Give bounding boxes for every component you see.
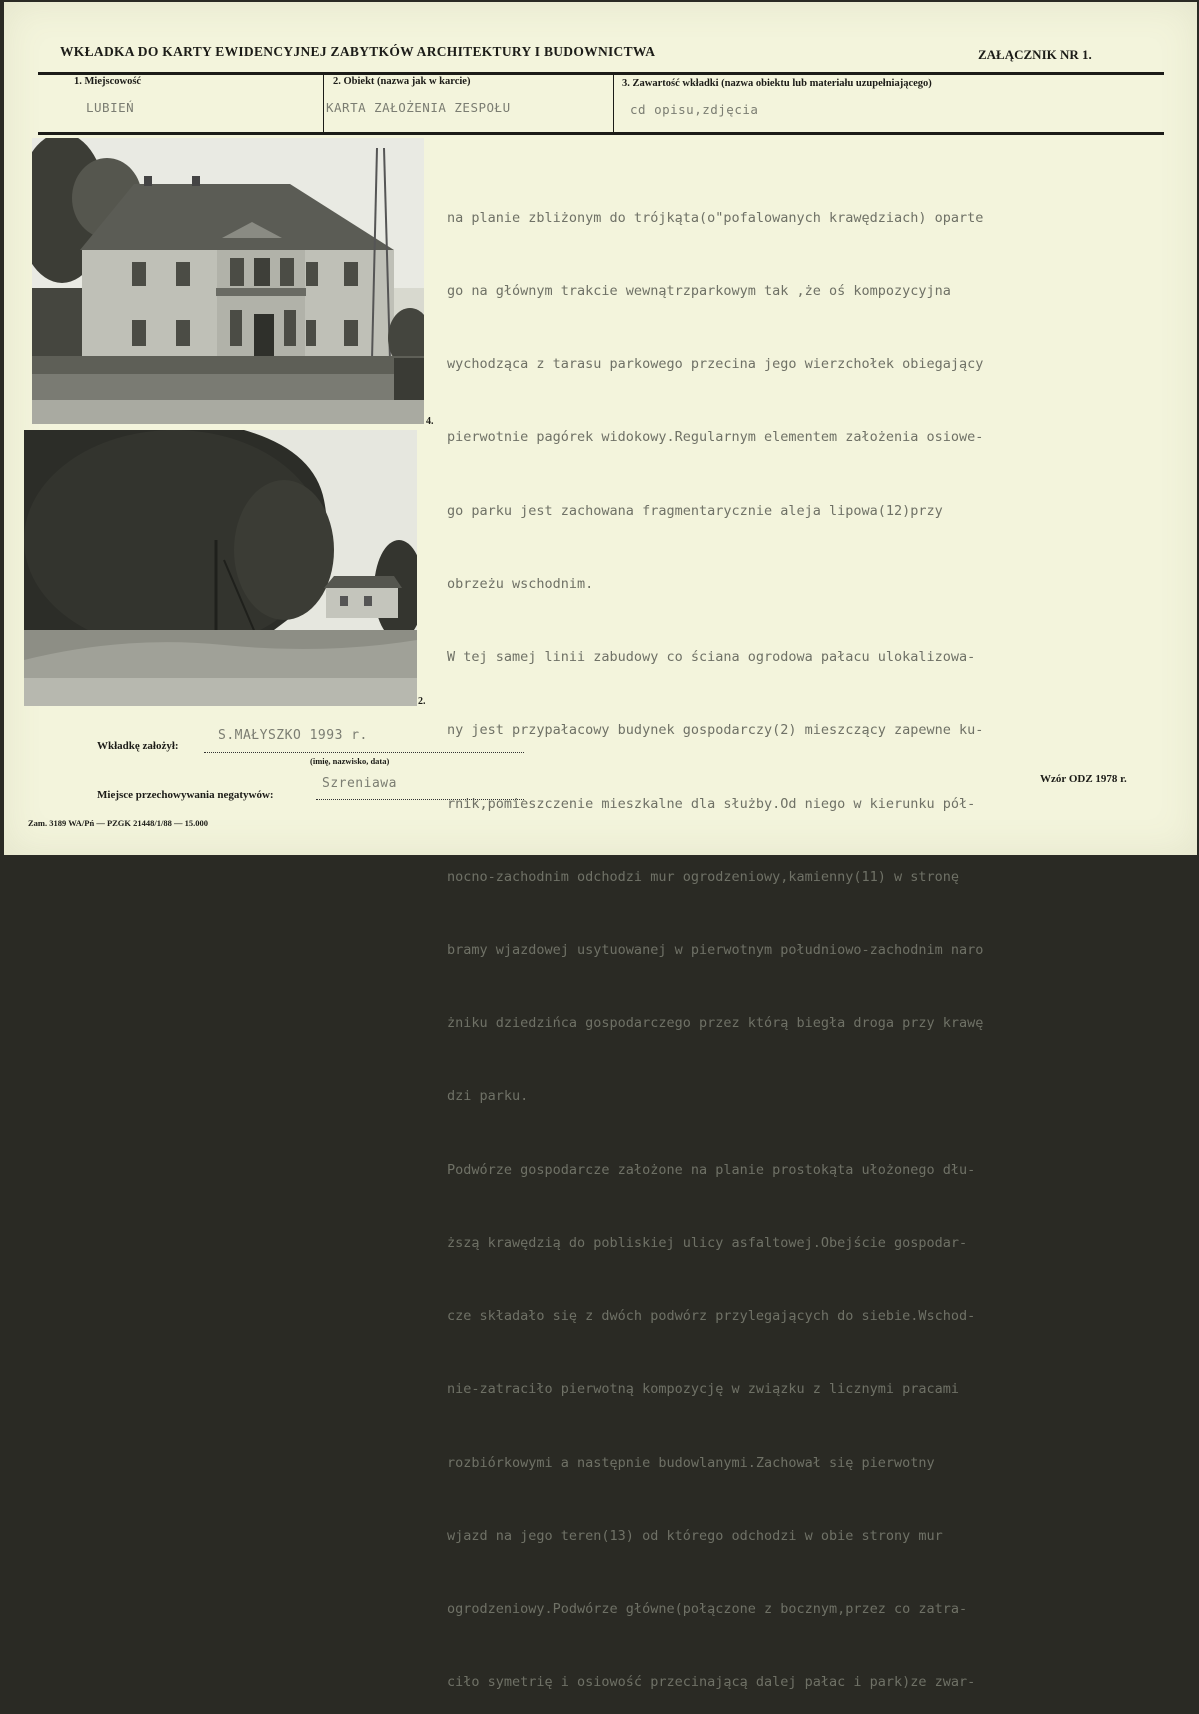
object-label: 2. Obiekt (nazwa jak w karcie) [333,76,471,87]
content-value: cd opisu,zdjęcia [630,102,759,117]
record-sheet [4,2,1197,1691]
founded-by-hint: (imię, nazwisko, data) [310,756,390,766]
negatives-storage-value: Szreniawa [322,776,397,791]
form-template-note: Wzór ODZ 1978 r. [1040,773,1127,785]
text-line: nie-zatraciło pierwotną kompozycję w związku z licznymi pracami [447,1381,960,1398]
text-line: dzi parku. [447,1088,529,1105]
founded-by-label: Wkładkę założył: [97,740,179,752]
text-line: rnik,pomieszczenie mieszkalne dla służby.Od niego w kierunku pół- [447,795,976,812]
annex-number: ZAŁĄCZNIK NR 1. [978,47,1092,62]
text-line: go parku jest zachowana fragmentarycznie aleja lipowa(12)przy [447,502,943,519]
founded-by-line [204,752,524,753]
text-line: ogrodzeniowy.Podwórze główne(połączone z bocznym,przez co zatra- [447,1600,968,1617]
text-line: obrzeżu wschodnim. [447,575,594,592]
object-value: KARTA ZAŁOŻENIA ZESPOŁU [326,100,511,115]
text-line: wjazd na jego teren(13) od którego odchodzi w obie strony mur [447,1527,943,1544]
park-outbuilding-image [24,430,417,706]
column-divider-1 [323,74,324,132]
text-line: W tej samej linii zabudowy co ściana ogrodowa pałacu ulokalizowa- [447,649,976,666]
text-line: go na głównym trakcie wewnątrzparkowym tak ,że oś kompozycyjna [447,283,951,300]
table-bottom-rule [38,132,1164,135]
form-title: WKŁADKA DO KARTY EWIDENCYJNEJ ZABYTKÓW ARCHITEKTURY I BUDOWNICTWA [60,44,656,59]
content-label: 3. Zawartość wkładki (nazwa obiektu lub materiału uzupełniającego) [622,78,932,89]
text-line: żniku dziedzińca gospodarczego przez którą biegła droga przy krawę [447,1015,984,1032]
text-line: nocno-zachodnim odchodzi mur ogrodzeniowy,kamienny(11) w stronę [447,868,960,885]
text-line: bramy wjazdowej usytuowanej w pierwotnym południowo-zachodnim naro [447,942,984,958]
photo-1-number: 4. [426,416,434,427]
text-line: ny jest przypałacowy budynek gospodarczy(2) mieszczący zapewne ku- [447,722,984,739]
locality-value: LUBIEŃ [86,100,135,115]
text-line: ciło symetrię i osiowość przecinającą dalej pałac i park)ze zwar- [447,1674,976,1691]
text-line: cze składało się z dwóch podwórz przylegających do siebie.Wschod- [447,1308,976,1325]
text-line: ższą krawędzią do pobliskiej ulicy asfaltowej.Obejście gospodar- [447,1234,968,1251]
print-order-note: Zam. 3189 WA/Pń — PZGK 21448/1/88 — 15.000 [28,818,209,828]
text-line: Podwórze gospodarcze założone na planie prostokąta ułożonego dłu- [447,1161,976,1178]
text-line: pierwotnie pagórek widokowy.Regularnym elementem założenia osiowe- [447,429,984,446]
text-line: rozbiórkowymi a następnie budowlanymi.Zachował się pierwotny [447,1454,935,1471]
column-divider-2 [613,74,614,132]
photo-manor-house [32,138,424,424]
table-top-rule [38,72,1164,75]
negatives-storage-line [316,799,524,800]
negatives-storage-label: Miejsce przechowywania negatywów: [97,789,274,801]
manor-house-image [32,138,424,424]
text-line: wychodząca z tarasu parkowego przecina jego wierzchołek obiegający [447,356,984,373]
locality-label: 1. Miejscowość [74,76,142,87]
founded-by-value: S.MAŁYSZKO 1993 r. [218,728,368,743]
description-text [447,157,1137,1714]
photo-park-outbuilding [24,430,417,706]
text-line: na planie zbliżonym do trójkąta(o"pofalowanych krawędziach) oparte [447,209,984,226]
photo-2-number: 2. [418,696,426,707]
